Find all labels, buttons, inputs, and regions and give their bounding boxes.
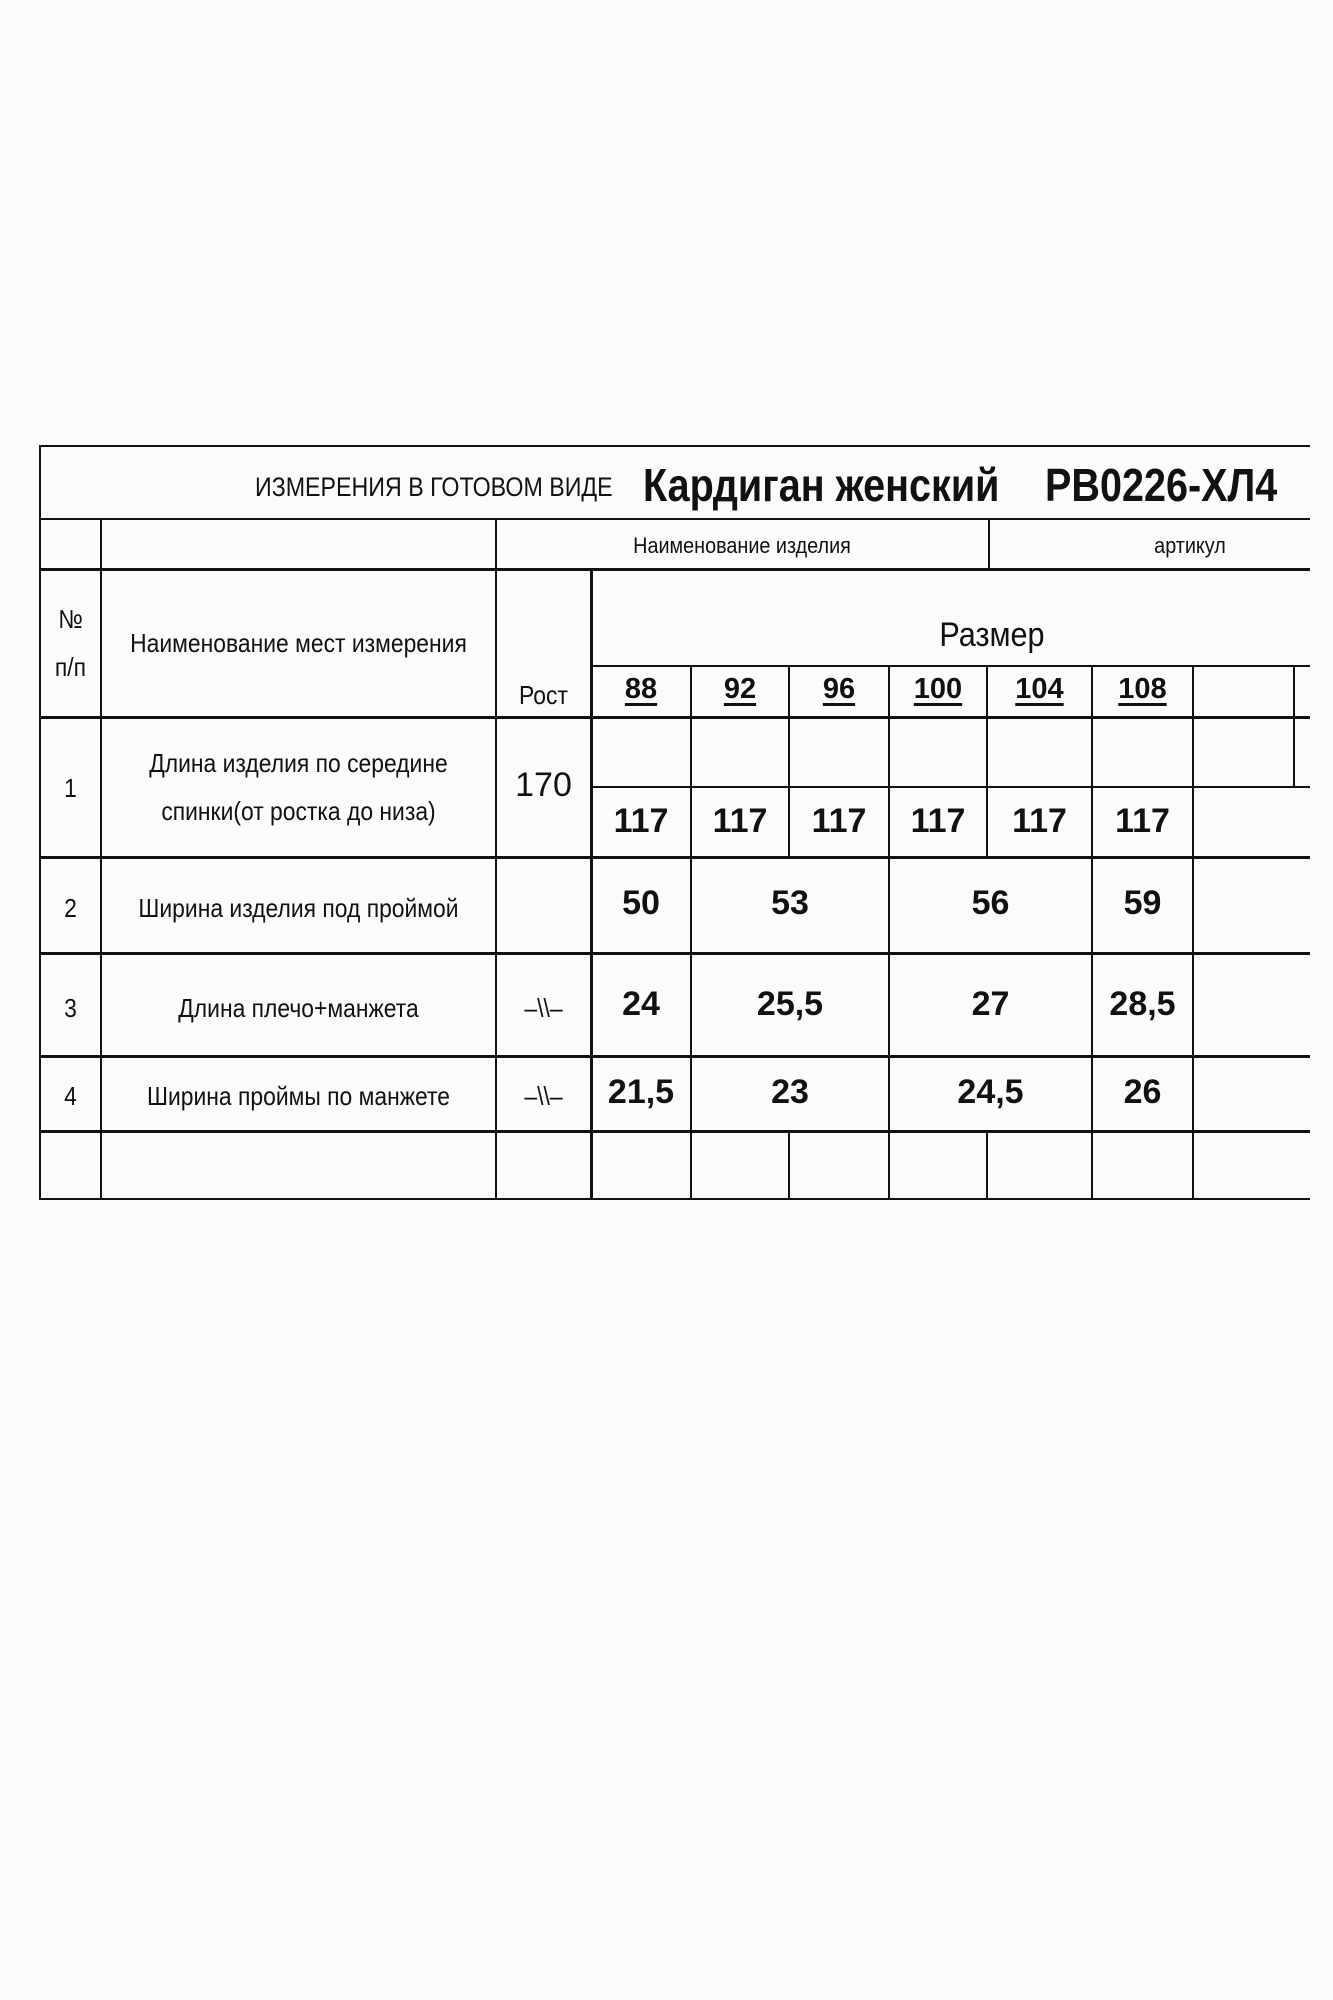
size-88: 88: [624, 673, 658, 705]
column-header-bottom-border: [40, 716, 1310, 719]
left-border: [39, 445, 41, 1200]
num-header-line2: п/п: [54, 652, 87, 682]
num-col-border: [100, 518, 102, 1200]
row1-value-96: 117: [811, 802, 867, 840]
row1-name-line2: спинки(от ростка до низа): [161, 796, 436, 826]
row3-height: –\\–: [524, 993, 563, 1023]
row3-value-92-96: 25,5: [756, 985, 824, 1023]
num-header-line1: №: [58, 604, 83, 634]
size-col-sep-right-row1: [1293, 716, 1295, 786]
row3-value-100-104: 27: [971, 985, 1010, 1023]
row1-num: 1: [64, 773, 77, 803]
size-col-sep-104-108: [1091, 665, 1093, 1200]
row2-name: Ширина изделия под проймой: [138, 893, 459, 923]
row2-value-108: 59: [1123, 884, 1162, 922]
row3-bottom-border: [40, 1055, 1310, 1058]
size-col-sep-100-104-b: [986, 1130, 988, 1200]
product-name: Кардиган женский: [643, 459, 1000, 511]
size-col-sep-96-100: [888, 665, 890, 1200]
row2-value-92-96: 53: [771, 884, 809, 922]
row3-value-108: 28,5: [1109, 985, 1176, 1023]
row1-height: 170: [515, 766, 572, 804]
row4-num: 4: [64, 1081, 77, 1111]
row4-value-108: 26: [1123, 1073, 1162, 1111]
size-col-sep-92-96-b: [788, 1130, 790, 1200]
size-header: Размер: [939, 616, 1045, 654]
row1-value-88: 117: [613, 802, 669, 840]
row4-value-88: 21,5: [607, 1073, 675, 1111]
measurements-caption: ИЗМЕРЕНИЯ В ГОТОВОМ ВИДЕ: [255, 472, 613, 502]
row2-bottom-border: [40, 952, 1310, 955]
row4-value-100-104: 24,5: [957, 1073, 1024, 1111]
row1-value-92: 117: [712, 802, 768, 840]
row1-name-line1: Длина изделия по середине: [149, 748, 448, 778]
row1-value-100: 117: [910, 802, 966, 840]
size-96: 96: [822, 673, 856, 705]
row2-value-100-104: 56: [971, 884, 1010, 922]
place-header: Наименование мест измерения: [130, 628, 467, 658]
name-col-border: [495, 518, 497, 1200]
row2-value-88: 50: [622, 884, 660, 922]
row4-name: Ширина проймы по манжете: [147, 1081, 450, 1111]
subheader-bottom-border: [40, 568, 1310, 571]
size-col-sep-108-empty: [1192, 665, 1194, 1200]
row1-mid-divider: [592, 786, 1310, 788]
size-108: 108: [1118, 673, 1167, 705]
table-bottom-border: [40, 1198, 1310, 1200]
header-bottom-border: [40, 518, 1310, 520]
row4-height: –\\–: [524, 1081, 563, 1111]
size-104: 104: [1015, 673, 1064, 705]
product-name-label: Наименование изделия: [633, 533, 851, 558]
row3-value-88: 24: [622, 985, 660, 1023]
article-divider: [988, 518, 990, 569]
row1-value-104: 117: [1012, 802, 1067, 840]
row4-value-92-96: 23: [771, 1073, 809, 1111]
size-92: 92: [723, 673, 757, 705]
height-header: Рост: [519, 680, 568, 710]
size-col-sep-88-92: [690, 665, 692, 1200]
row3-num: 3: [64, 993, 77, 1023]
row1-bottom-border: [40, 856, 1310, 859]
article-code: РВ0226-ХЛ4: [1045, 459, 1278, 511]
size-group-divider: [592, 665, 1310, 667]
row3-name: Длина плечо+манжета: [178, 993, 419, 1023]
row4-bottom-border: [40, 1130, 1310, 1133]
row2-num: 2: [64, 893, 77, 923]
size-100: 100: [913, 673, 963, 705]
article-label: артикул: [1154, 533, 1226, 558]
row1-value-108: 117: [1115, 802, 1170, 840]
table-top-border: [40, 445, 1310, 447]
